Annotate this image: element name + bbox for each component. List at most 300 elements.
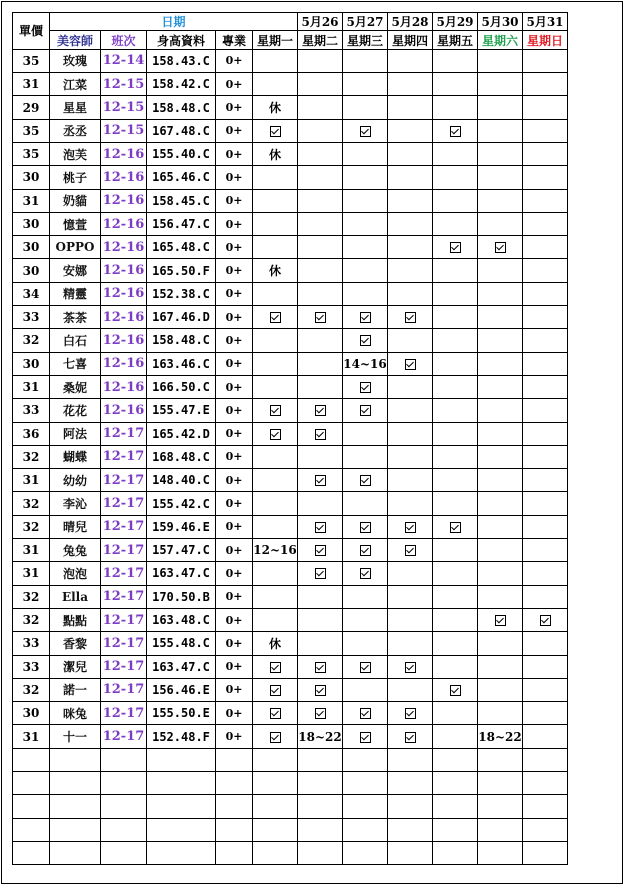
stylist-name-cell: 潔兒 <box>50 655 101 678</box>
stylist-name-cell: 泡泡 <box>50 562 101 585</box>
schedule-cell <box>523 259 568 282</box>
checkbox-checked-icon <box>360 545 371 556</box>
schedule-cell <box>388 375 433 398</box>
empty-cell <box>388 795 433 818</box>
specialty-cell: 0+ <box>216 352 253 375</box>
profile-cell: 159.46.E <box>147 515 216 538</box>
empty-cell <box>13 771 50 794</box>
stylist-name-cell: 七喜 <box>50 352 101 375</box>
stylist-name-cell: 咪兔 <box>50 702 101 725</box>
empty-cell <box>147 795 216 818</box>
shift-cell: 12-17 <box>101 445 147 468</box>
schedule-cell <box>433 236 478 259</box>
profile-cell: 156.47.C <box>147 212 216 235</box>
schedule-cell <box>523 678 568 701</box>
schedule-cell <box>253 329 298 352</box>
shift-cell: 12-16 <box>101 329 147 352</box>
empty-cell <box>13 818 50 841</box>
schedule-cell <box>388 399 433 422</box>
schedule-cell <box>343 445 388 468</box>
schedule-cell <box>343 166 388 189</box>
schedule-cell <box>298 632 343 655</box>
shift-cell: 12-17 <box>101 725 147 748</box>
schedule-cell <box>523 73 568 96</box>
table-row <box>13 725 568 748</box>
schedule-cell <box>298 119 343 142</box>
table-row <box>13 445 568 468</box>
empty-row <box>13 795 568 818</box>
shift-cell: 12-17 <box>101 585 147 608</box>
schedule-cell <box>343 306 388 329</box>
table-row <box>13 515 568 538</box>
empty-row <box>13 841 568 864</box>
schedule-cell <box>343 96 388 119</box>
table-row <box>13 189 568 212</box>
schedule-cell <box>433 515 478 538</box>
price-cell: 31 <box>13 375 50 398</box>
price-cell: 32 <box>13 329 50 352</box>
schedule-cell <box>388 96 433 119</box>
empty-cell <box>478 795 523 818</box>
schedule-cell <box>433 212 478 235</box>
schedule-cell <box>523 632 568 655</box>
schedule-cell: 18~22 <box>478 725 523 748</box>
schedule-cell <box>433 259 478 282</box>
profile-cell: 165.48.C <box>147 236 216 259</box>
price-cell: 33 <box>13 306 50 329</box>
schedule-cell <box>523 306 568 329</box>
checkbox-checked-icon <box>495 242 506 253</box>
schedule-cell <box>388 212 433 235</box>
schedule-cell <box>253 585 298 608</box>
specialty-cell: 0+ <box>216 422 253 445</box>
price-cell: 31 <box>13 189 50 212</box>
schedule-cell <box>343 259 388 282</box>
schedule-cell <box>433 585 478 608</box>
schedule-cell <box>478 492 523 515</box>
table-row <box>13 73 568 96</box>
schedule-cell <box>433 375 478 398</box>
price-cell: 35 <box>13 49 50 72</box>
stylist-name-cell: 憶萱 <box>50 212 101 235</box>
table-row <box>13 655 568 678</box>
checkbox-checked-icon <box>360 568 371 579</box>
table-row <box>13 119 568 142</box>
price-cell: 30 <box>13 236 50 259</box>
schedule-cell <box>253 236 298 259</box>
checkbox-checked-icon <box>450 126 461 137</box>
specialty-cell: 0+ <box>216 655 253 678</box>
schedule-cell: 18~22 <box>298 725 343 748</box>
schedule-body <box>13 49 568 864</box>
schedule-cell <box>343 492 388 515</box>
schedule-cell <box>388 608 433 631</box>
stylist-name-cell: 泡芙 <box>50 142 101 165</box>
header-row-1 <box>13 13 568 31</box>
schedule-cell <box>433 655 478 678</box>
table-row <box>13 49 568 72</box>
weekday-header: 星期四 <box>388 31 433 49</box>
schedule-cell <box>253 352 298 375</box>
specialty-cell: 0+ <box>216 515 253 538</box>
schedule-cell <box>298 492 343 515</box>
profile-cell: 158.42.C <box>147 73 216 96</box>
profile-cell: 163.46.C <box>147 352 216 375</box>
price-cell: 35 <box>13 142 50 165</box>
empty-cell <box>478 818 523 841</box>
schedule-cell <box>388 725 433 748</box>
schedule-cell <box>523 329 568 352</box>
schedule-cell <box>298 375 343 398</box>
shift-cell: 12-17 <box>101 562 147 585</box>
schedule-cell <box>298 49 343 72</box>
stylist-name-cell: 星星 <box>50 96 101 119</box>
price-cell: 32 <box>13 608 50 631</box>
shift-cell: 12-16 <box>101 352 147 375</box>
stylist-name-cell: 桃子 <box>50 166 101 189</box>
schedule-cell <box>343 329 388 352</box>
price-cell: 30 <box>13 702 50 725</box>
profile-cell: 163.48.C <box>147 608 216 631</box>
schedule-cell <box>388 445 433 468</box>
empty-cell <box>433 748 478 771</box>
stylist-name-cell: 十一 <box>50 725 101 748</box>
empty-cell <box>478 771 523 794</box>
table-row <box>13 259 568 282</box>
price-header: 單價 <box>13 13 50 50</box>
schedule-cell <box>298 562 343 585</box>
schedule-cell <box>478 469 523 492</box>
specialty-column-header: 專業 <box>216 31 253 49</box>
empty-cell <box>388 748 433 771</box>
schedule-cell <box>388 189 433 212</box>
specialty-cell: 0+ <box>216 329 253 352</box>
schedule-cell <box>343 212 388 235</box>
empty-cell <box>388 818 433 841</box>
schedule-cell <box>523 702 568 725</box>
specialty-cell: 0+ <box>216 259 253 282</box>
schedule-cell <box>523 49 568 72</box>
schedule-cell <box>298 73 343 96</box>
specialty-cell: 0+ <box>216 725 253 748</box>
schedule-cell <box>388 73 433 96</box>
checkbox-checked-icon <box>405 662 416 673</box>
checkbox-checked-icon <box>315 662 326 673</box>
schedule-cell <box>523 469 568 492</box>
schedule-cell <box>433 492 478 515</box>
schedule-cell <box>298 678 343 701</box>
schedule-cell <box>253 492 298 515</box>
profile-cell: 165.46.C <box>147 166 216 189</box>
specialty-cell: 0+ <box>216 399 253 422</box>
schedule-cell <box>298 212 343 235</box>
schedule-cell <box>298 515 343 538</box>
empty-cell <box>523 841 568 864</box>
checkbox-checked-icon <box>270 708 281 719</box>
empty-cell <box>50 748 101 771</box>
stylist-column-header: 美容師 <box>50 31 101 49</box>
schedule-cell <box>253 655 298 678</box>
schedule-cell <box>523 608 568 631</box>
schedule-cell <box>298 259 343 282</box>
stylist-name-cell: 諾一 <box>50 678 101 701</box>
checkbox-checked-icon <box>360 126 371 137</box>
profile-cell: 166.50.C <box>147 375 216 398</box>
specialty-cell: 0+ <box>216 678 253 701</box>
schedule-cell <box>433 725 478 748</box>
checkbox-checked-icon <box>495 615 506 626</box>
schedule-cell <box>523 725 568 748</box>
checkbox-checked-icon <box>315 708 326 719</box>
table-row <box>13 166 568 189</box>
empty-cell <box>101 818 147 841</box>
shift-cell: 12-17 <box>101 422 147 445</box>
schedule-cell <box>388 585 433 608</box>
profile-cell: 165.50.F <box>147 259 216 282</box>
empty-cell <box>147 748 216 771</box>
specialty-cell: 0+ <box>216 142 253 165</box>
price-cell: 29 <box>13 96 50 119</box>
empty-cell <box>147 841 216 864</box>
table-row <box>13 306 568 329</box>
shift-cell: 12-17 <box>101 655 147 678</box>
date-header: 5月29 <box>433 13 478 31</box>
date-header: 5月27 <box>343 13 388 31</box>
schedule-cell <box>478 259 523 282</box>
checkbox-checked-icon <box>405 359 416 370</box>
schedule-cell <box>523 655 568 678</box>
schedule-cell <box>253 515 298 538</box>
table-row <box>13 96 568 119</box>
table-row <box>13 678 568 701</box>
schedule-cell <box>298 352 343 375</box>
empty-cell <box>343 818 388 841</box>
specialty-cell: 0+ <box>216 608 253 631</box>
schedule-cell <box>298 189 343 212</box>
specialty-cell: 0+ <box>216 119 253 142</box>
stylist-name-cell: 幼幼 <box>50 469 101 492</box>
table-row <box>13 212 568 235</box>
date-header: 5月26 <box>298 13 343 31</box>
schedule-cell: 休 <box>253 142 298 165</box>
stylist-name-cell: 江菜 <box>50 73 101 96</box>
schedule-cell <box>253 469 298 492</box>
specialty-cell: 0+ <box>216 539 253 562</box>
schedule-cell <box>478 329 523 352</box>
schedule-cell <box>433 166 478 189</box>
specialty-cell: 0+ <box>216 445 253 468</box>
schedule-cell <box>298 539 343 562</box>
specialty-cell: 0+ <box>216 73 253 96</box>
schedule-cell <box>298 399 343 422</box>
table-row <box>13 236 568 259</box>
schedule-cell <box>433 702 478 725</box>
schedule-cell <box>343 375 388 398</box>
schedule-cell <box>478 585 523 608</box>
shift-cell: 12-17 <box>101 492 147 515</box>
schedule-cell <box>253 282 298 305</box>
empty-cell <box>50 818 101 841</box>
shift-cell: 12-16 <box>101 166 147 189</box>
empty-row <box>13 771 568 794</box>
schedule-cell <box>478 678 523 701</box>
schedule-cell <box>388 49 433 72</box>
schedule-cell <box>253 375 298 398</box>
table-row <box>13 585 568 608</box>
schedule-cell <box>478 399 523 422</box>
checkbox-checked-icon <box>360 662 371 673</box>
schedule-cell <box>523 142 568 165</box>
checkbox-checked-icon <box>360 382 371 393</box>
schedule-table <box>12 12 568 865</box>
schedule-cell <box>478 96 523 119</box>
empty-cell <box>253 841 298 864</box>
table-row <box>13 632 568 655</box>
empty-cell <box>298 818 343 841</box>
schedule-cell <box>343 515 388 538</box>
shift-cell: 12-17 <box>101 608 147 631</box>
checkbox-checked-icon <box>450 522 461 533</box>
profile-cell: 148.40.C <box>147 469 216 492</box>
weekday-header-sunday: 星期日 <box>523 31 568 49</box>
empty-cell <box>216 818 253 841</box>
schedule-cell <box>343 655 388 678</box>
specialty-cell: 0+ <box>216 96 253 119</box>
schedule-cell <box>253 608 298 631</box>
shift-cell: 12-17 <box>101 515 147 538</box>
empty-cell <box>523 818 568 841</box>
schedule-cell <box>343 585 388 608</box>
schedule-cell <box>343 562 388 585</box>
schedule-cell <box>298 655 343 678</box>
schedule-cell <box>298 142 343 165</box>
schedule-cell <box>433 329 478 352</box>
schedule-cell <box>388 259 433 282</box>
shift-cell: 12-17 <box>101 469 147 492</box>
schedule-cell <box>478 655 523 678</box>
profile-cell: 167.46.D <box>147 306 216 329</box>
table-row <box>13 469 568 492</box>
empty-cell <box>433 841 478 864</box>
price-cell: 30 <box>13 166 50 189</box>
profile-cell: 152.38.C <box>147 282 216 305</box>
schedule-cell <box>298 306 343 329</box>
checkbox-checked-icon <box>360 732 371 743</box>
schedule-cell <box>523 119 568 142</box>
stylist-name-cell: 奶貓 <box>50 189 101 212</box>
schedule-cell <box>478 212 523 235</box>
schedule-cell <box>388 142 433 165</box>
schedule-cell <box>523 352 568 375</box>
stylist-name-cell: 白石 <box>50 329 101 352</box>
profile-cell: 167.48.C <box>147 119 216 142</box>
table-row <box>13 142 568 165</box>
date-header: 5月30 <box>478 13 523 31</box>
schedule-cell <box>388 352 433 375</box>
weekday-header-saturday: 星期六 <box>478 31 523 49</box>
specialty-cell: 0+ <box>216 212 253 235</box>
empty-cell <box>298 771 343 794</box>
shift-cell: 12-16 <box>101 142 147 165</box>
schedule-cell <box>523 445 568 468</box>
checkbox-checked-icon <box>315 475 326 486</box>
schedule-cell <box>253 399 298 422</box>
empty-cell <box>50 841 101 864</box>
empty-cell <box>101 841 147 864</box>
price-cell: 31 <box>13 562 50 585</box>
checkbox-checked-icon <box>270 312 281 323</box>
checkbox-checked-icon <box>360 335 371 346</box>
empty-cell <box>216 795 253 818</box>
empty-cell <box>478 841 523 864</box>
schedule-cell <box>343 539 388 562</box>
empty-cell <box>253 771 298 794</box>
stylist-name-cell: 晴兒 <box>50 515 101 538</box>
header-row-2 <box>13 31 568 49</box>
schedule-cell <box>388 236 433 259</box>
profile-cell: 170.50.B <box>147 585 216 608</box>
empty-cell <box>101 795 147 818</box>
schedule-cell <box>433 119 478 142</box>
profile-cell: 163.47.C <box>147 562 216 585</box>
schedule-cell <box>433 399 478 422</box>
empty-cell <box>253 795 298 818</box>
shift-cell: 12-14 <box>101 49 147 72</box>
schedule-cell <box>253 189 298 212</box>
schedule-cell <box>298 702 343 725</box>
price-cell: 32 <box>13 678 50 701</box>
price-cell: 32 <box>13 492 50 515</box>
checkbox-checked-icon <box>450 242 461 253</box>
price-cell: 30 <box>13 259 50 282</box>
empty-cell <box>388 841 433 864</box>
table-row <box>13 422 568 445</box>
schedule-cell <box>298 469 343 492</box>
stylist-name-cell: 李沁 <box>50 492 101 515</box>
schedule-cell <box>478 189 523 212</box>
price-cell: 31 <box>13 469 50 492</box>
schedule-cell: 休 <box>253 632 298 655</box>
checkbox-checked-icon <box>315 312 326 323</box>
schedule-cell <box>433 608 478 631</box>
schedule-cell <box>343 725 388 748</box>
specialty-cell: 0+ <box>216 282 253 305</box>
schedule-cell <box>343 119 388 142</box>
specialty-cell: 0+ <box>216 702 253 725</box>
stylist-name-cell: OPPO <box>50 236 101 259</box>
schedule-cell <box>433 539 478 562</box>
checkbox-checked-icon <box>270 732 281 743</box>
stylist-name-cell: 玫瑰 <box>50 49 101 72</box>
specialty-cell: 0+ <box>216 49 253 72</box>
schedule-cell <box>343 189 388 212</box>
empty-cell <box>298 841 343 864</box>
specialty-cell: 0+ <box>216 562 253 585</box>
schedule-cell <box>253 306 298 329</box>
schedule-cell <box>388 119 433 142</box>
schedule-cell <box>478 562 523 585</box>
profile-cell: 165.42.D <box>147 422 216 445</box>
empty-cell <box>433 771 478 794</box>
empty-cell <box>216 771 253 794</box>
schedule-cell <box>298 585 343 608</box>
empty-cell <box>216 748 253 771</box>
stylist-name-cell: 阿法 <box>50 422 101 445</box>
profile-cell: 152.48.F <box>147 725 216 748</box>
schedule-cell <box>298 96 343 119</box>
schedule-cell <box>253 73 298 96</box>
checkbox-checked-icon <box>360 405 371 416</box>
